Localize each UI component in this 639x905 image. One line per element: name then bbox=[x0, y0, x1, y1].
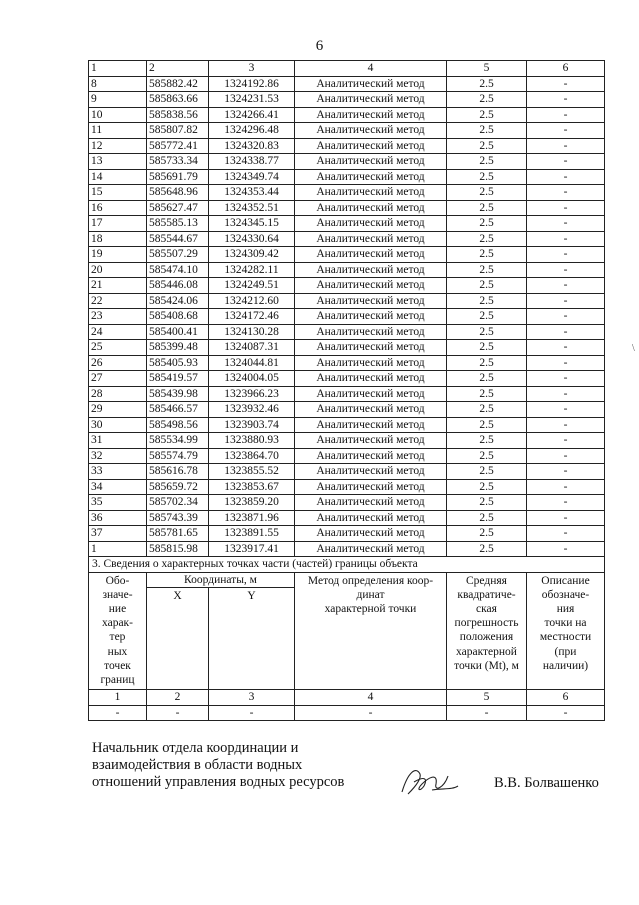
table-cell: 585733.34 bbox=[147, 154, 209, 170]
table-cell: Аналитический метод bbox=[295, 278, 447, 294]
signatory-position bbox=[92, 740, 344, 791]
table-cell: 2.5 bbox=[447, 138, 527, 154]
table-row bbox=[89, 107, 605, 123]
table-cell: - bbox=[209, 705, 295, 721]
header-line: Средняя bbox=[466, 574, 507, 587]
table-cell: 18 bbox=[89, 231, 147, 247]
table-cell: 2.5 bbox=[447, 448, 527, 464]
table-cell: - bbox=[447, 705, 527, 721]
table-cell: 21 bbox=[89, 278, 147, 294]
table-row bbox=[89, 185, 605, 201]
table-cell: 33 bbox=[89, 464, 147, 480]
table-cell: - bbox=[527, 526, 605, 542]
table-cell: - bbox=[527, 464, 605, 480]
table-row bbox=[89, 92, 605, 108]
table-cell: - bbox=[527, 169, 605, 185]
table-cell: 2.5 bbox=[447, 541, 527, 557]
handwritten-signature bbox=[398, 762, 462, 802]
section-header-row bbox=[89, 572, 605, 588]
table-row bbox=[89, 417, 605, 433]
table-cell: 1323932.46 bbox=[209, 402, 295, 418]
table-cell: - bbox=[527, 231, 605, 247]
table-cell: 6 bbox=[527, 61, 605, 77]
table-cell: 37 bbox=[89, 526, 147, 542]
column-number-row bbox=[89, 690, 605, 706]
table-row bbox=[89, 433, 605, 449]
table-cell: 14 bbox=[89, 169, 147, 185]
table-cell: Аналитический метод bbox=[295, 185, 447, 201]
header-line: (при bbox=[554, 645, 577, 658]
table-cell: 3 bbox=[209, 690, 295, 706]
table-cell: 1323880.93 bbox=[209, 433, 295, 449]
table-cell: - bbox=[527, 510, 605, 526]
table-cell: 2.5 bbox=[447, 340, 527, 356]
table-cell: 2.5 bbox=[447, 293, 527, 309]
table-cell: 1323917.41 bbox=[209, 541, 295, 557]
table-cell: 1 bbox=[89, 690, 147, 706]
table-cell: 1324352.51 bbox=[209, 200, 295, 216]
table-cell: 1323871.96 bbox=[209, 510, 295, 526]
table-cell: Аналитический метод bbox=[295, 324, 447, 340]
table-cell: 585585.13 bbox=[147, 216, 209, 232]
table-cell: Аналитический метод bbox=[295, 371, 447, 387]
signer-name: В.В. Болвашенко bbox=[494, 775, 599, 791]
table-row bbox=[89, 216, 605, 232]
table-cell: 2.5 bbox=[447, 464, 527, 480]
table-cell: 585815.98 bbox=[147, 541, 209, 557]
table-cell: Аналитический метод bbox=[295, 541, 447, 557]
table-cell: 585702.34 bbox=[147, 495, 209, 511]
table-cell: 1324192.86 bbox=[209, 76, 295, 92]
header-line: ных bbox=[107, 645, 128, 658]
table-cell: - bbox=[527, 355, 605, 371]
table-cell: 585534.99 bbox=[147, 433, 209, 449]
table-cell: 585838.56 bbox=[147, 107, 209, 123]
table-cell: 585400.41 bbox=[147, 324, 209, 340]
table-cell: 1324172.46 bbox=[209, 309, 295, 325]
table-cell: 1323966.23 bbox=[209, 386, 295, 402]
table-cell: 1324296.48 bbox=[209, 123, 295, 139]
table-cell: - bbox=[527, 123, 605, 139]
table-row bbox=[89, 371, 605, 387]
x-header: X bbox=[147, 588, 209, 690]
table-cell: - bbox=[527, 76, 605, 92]
table-cell: 585574.79 bbox=[147, 448, 209, 464]
table-cell: - bbox=[89, 705, 147, 721]
table-row bbox=[89, 386, 605, 402]
table-cell: 36 bbox=[89, 510, 147, 526]
table-cell: - bbox=[527, 92, 605, 108]
table-cell: 1324330.64 bbox=[209, 231, 295, 247]
header-line: местности bbox=[539, 631, 592, 644]
header-line: характерной bbox=[456, 645, 517, 658]
table-cell: Аналитический метод bbox=[295, 216, 447, 232]
table-cell: - bbox=[527, 479, 605, 495]
table-cell: - bbox=[147, 705, 209, 721]
table-cell: Аналитический метод bbox=[295, 231, 447, 247]
table-cell: - bbox=[527, 262, 605, 278]
table-row bbox=[89, 154, 605, 170]
table-cell: 585691.79 bbox=[147, 169, 209, 185]
table-cell: 4 bbox=[295, 690, 447, 706]
table-row bbox=[89, 464, 605, 480]
table-cell: 1324231.53 bbox=[209, 92, 295, 108]
table-cell: 1324087.31 bbox=[209, 340, 295, 356]
header-line: характерной точки bbox=[324, 602, 417, 615]
table-cell: 1324349.74 bbox=[209, 169, 295, 185]
table-cell: Аналитический метод bbox=[295, 107, 447, 123]
table-cell: Аналитический метод bbox=[295, 200, 447, 216]
table-cell: 34 bbox=[89, 479, 147, 495]
table-cell: 585627.47 bbox=[147, 200, 209, 216]
table-cell: 1324212.60 bbox=[209, 293, 295, 309]
table-cell: 2.5 bbox=[447, 355, 527, 371]
table-row bbox=[89, 510, 605, 526]
table-cell: - bbox=[527, 185, 605, 201]
table-row bbox=[89, 448, 605, 464]
table-cell: 23 bbox=[89, 309, 147, 325]
table-row bbox=[89, 293, 605, 309]
table-cell: - bbox=[527, 495, 605, 511]
table-cell: 585466.57 bbox=[147, 402, 209, 418]
table-cell: 1324338.77 bbox=[209, 154, 295, 170]
table-cell: 585544.67 bbox=[147, 231, 209, 247]
table-row bbox=[89, 402, 605, 418]
table-cell: 585807.82 bbox=[147, 123, 209, 139]
header-line: ния bbox=[556, 602, 575, 615]
table-cell: - bbox=[527, 417, 605, 433]
table-cell: 2 bbox=[147, 61, 209, 77]
table-cell: 1323864.70 bbox=[209, 448, 295, 464]
table-cell: 4 bbox=[295, 61, 447, 77]
description-header bbox=[527, 572, 605, 690]
table-cell: 1323855.52 bbox=[209, 464, 295, 480]
table-cell: 19 bbox=[89, 247, 147, 263]
table-cell: 2.5 bbox=[447, 185, 527, 201]
table-cell: Аналитический метод bbox=[295, 355, 447, 371]
table-cell: - bbox=[527, 216, 605, 232]
header-line: квадратиче- bbox=[457, 588, 516, 601]
table-cell: 31 bbox=[89, 433, 147, 449]
table-cell: 2.5 bbox=[447, 510, 527, 526]
table-cell: 585781.65 bbox=[147, 526, 209, 542]
table-cell: - bbox=[527, 433, 605, 449]
table-cell: 585743.39 bbox=[147, 510, 209, 526]
table-cell: - bbox=[527, 371, 605, 387]
table-row bbox=[89, 278, 605, 294]
table-cell: 32 bbox=[89, 448, 147, 464]
table-row bbox=[89, 340, 605, 356]
page-number: 6 bbox=[315, 38, 324, 54]
table-cell: - bbox=[527, 200, 605, 216]
table-cell: Аналитический метод bbox=[295, 92, 447, 108]
table-cell: 2.5 bbox=[447, 386, 527, 402]
table-cell: Аналитический метод bbox=[295, 309, 447, 325]
table-cell: 585659.72 bbox=[147, 479, 209, 495]
header-line: точек bbox=[104, 659, 131, 672]
designation-header bbox=[89, 572, 147, 690]
table-cell: Аналитический метод bbox=[295, 293, 447, 309]
table-cell: 2.5 bbox=[447, 324, 527, 340]
table-cell: 25 bbox=[89, 340, 147, 356]
table-cell: 30 bbox=[89, 417, 147, 433]
header-line: ская bbox=[476, 602, 497, 615]
table-cell: 20 bbox=[89, 262, 147, 278]
header-line: Метод определения коор- bbox=[307, 574, 434, 587]
footer-line: Начальник отдела координации и bbox=[92, 740, 299, 756]
table-cell: 2.5 bbox=[447, 371, 527, 387]
table-row bbox=[89, 526, 605, 542]
table-cell: 26 bbox=[89, 355, 147, 371]
header-line: динат bbox=[356, 588, 385, 601]
table-cell: Аналитический метод bbox=[295, 386, 447, 402]
table-cell: 2.5 bbox=[447, 200, 527, 216]
table-cell: 585424.06 bbox=[147, 293, 209, 309]
table-cell: 28 bbox=[89, 386, 147, 402]
table-cell: 585772.41 bbox=[147, 138, 209, 154]
header-line: Обо- bbox=[105, 574, 130, 587]
table-cell: 1324004.05 bbox=[209, 371, 295, 387]
header-line: ние bbox=[108, 602, 127, 615]
table-cell: 585498.56 bbox=[147, 417, 209, 433]
header-line: обозначе- bbox=[541, 588, 590, 601]
table-cell: - bbox=[527, 386, 605, 402]
table-cell: 2.5 bbox=[447, 92, 527, 108]
table-cell: Аналитический метод bbox=[295, 169, 447, 185]
table-cell: 585507.29 bbox=[147, 247, 209, 263]
table-cell: - bbox=[527, 309, 605, 325]
table-cell: 585419.57 bbox=[147, 371, 209, 387]
table-cell: 585399.48 bbox=[147, 340, 209, 356]
table-cell: 5 bbox=[447, 690, 527, 706]
table-row bbox=[89, 76, 605, 92]
table-cell: Аналитический метод bbox=[295, 247, 447, 263]
table-cell: 27 bbox=[89, 371, 147, 387]
table-cell: 29 bbox=[89, 402, 147, 418]
table-row bbox=[89, 231, 605, 247]
table-cell: 1323853.67 bbox=[209, 479, 295, 495]
table-row bbox=[89, 247, 605, 263]
table-cell: Аналитический метод bbox=[295, 340, 447, 356]
table-cell: 35 bbox=[89, 495, 147, 511]
table-cell: 2.5 bbox=[447, 495, 527, 511]
header-line: наличии) bbox=[542, 659, 589, 672]
header-line: точки на bbox=[544, 617, 587, 630]
table-cell: 2.5 bbox=[447, 154, 527, 170]
table-cell: - bbox=[527, 705, 605, 721]
table-cell: 585863.66 bbox=[147, 92, 209, 108]
table-cell: 585616.78 bbox=[147, 464, 209, 480]
table-row bbox=[89, 324, 605, 340]
footer-line: взаимодействия в области водных bbox=[92, 757, 303, 773]
table-cell: 8 bbox=[89, 76, 147, 92]
table-cell: 1324249.51 bbox=[209, 278, 295, 294]
table-cell: 2.5 bbox=[447, 278, 527, 294]
table-cell: 13 bbox=[89, 154, 147, 170]
table-cell: 22 bbox=[89, 293, 147, 309]
table-cell: - bbox=[527, 278, 605, 294]
table-cell: 1324309.42 bbox=[209, 247, 295, 263]
table-cell: Аналитический метод bbox=[295, 495, 447, 511]
table-cell: 2.5 bbox=[447, 216, 527, 232]
table-cell: - bbox=[527, 107, 605, 123]
table-cell: Аналитический метод bbox=[295, 510, 447, 526]
table-cell: 585474.10 bbox=[147, 262, 209, 278]
coordinates-header: Координаты, м bbox=[147, 572, 295, 588]
table-cell: 2.5 bbox=[447, 169, 527, 185]
table-cell: 1324282.11 bbox=[209, 262, 295, 278]
table-cell: 2.5 bbox=[447, 76, 527, 92]
table-cell: 9 bbox=[89, 92, 147, 108]
table-cell: 585405.93 bbox=[147, 355, 209, 371]
table-cell: 1 bbox=[89, 541, 147, 557]
table-row bbox=[89, 138, 605, 154]
table-cell: 10 bbox=[89, 107, 147, 123]
header-line: погрешность bbox=[454, 617, 519, 630]
table-cell: Аналитический метод bbox=[295, 262, 447, 278]
table-cell: 24 bbox=[89, 324, 147, 340]
section-title-row bbox=[89, 557, 605, 573]
table-cell: 2.5 bbox=[447, 402, 527, 418]
table-cell: 12 bbox=[89, 138, 147, 154]
table-cell: 5 bbox=[447, 61, 527, 77]
table-cell: Аналитический метод bbox=[295, 433, 447, 449]
table-cell: 1324353.44 bbox=[209, 185, 295, 201]
table-cell: 1324044.81 bbox=[209, 355, 295, 371]
table-cell: 1324266.41 bbox=[209, 107, 295, 123]
table-cell: 585648.96 bbox=[147, 185, 209, 201]
table-cell: Аналитический метод bbox=[295, 154, 447, 170]
table-cell: - bbox=[527, 324, 605, 340]
header-line: положения bbox=[459, 631, 514, 644]
table-cell: 585439.98 bbox=[147, 386, 209, 402]
table-cell: 6 bbox=[527, 690, 605, 706]
table-cell: - bbox=[527, 247, 605, 263]
table-cell: Аналитический метод bbox=[295, 479, 447, 495]
table-cell: - bbox=[527, 154, 605, 170]
table-cell: Аналитический метод bbox=[295, 417, 447, 433]
table-cell: - bbox=[527, 138, 605, 154]
table-cell: 2.5 bbox=[447, 479, 527, 495]
header-line: границ bbox=[100, 673, 135, 686]
table-cell: 2.5 bbox=[447, 107, 527, 123]
coordinates-table bbox=[88, 60, 605, 721]
header-line: значе- bbox=[102, 588, 133, 601]
table-cell: 2.5 bbox=[447, 309, 527, 325]
table-cell: 16 bbox=[89, 200, 147, 216]
footer-line: отношений управления водных ресурсов bbox=[92, 774, 345, 790]
table-cell: 585882.42 bbox=[147, 76, 209, 92]
header-line: харак- bbox=[102, 617, 133, 630]
table-cell: - bbox=[527, 340, 605, 356]
table-cell: 2.5 bbox=[447, 123, 527, 139]
table-cell: Аналитический метод bbox=[295, 402, 447, 418]
header-line: тер bbox=[109, 631, 126, 644]
table-cell: - bbox=[527, 293, 605, 309]
table-row bbox=[89, 309, 605, 325]
table-cell: 2.5 bbox=[447, 262, 527, 278]
table-cell: 1324320.83 bbox=[209, 138, 295, 154]
table-cell: 15 bbox=[89, 185, 147, 201]
table-cell: - bbox=[527, 448, 605, 464]
table-cell: 2.5 bbox=[447, 433, 527, 449]
table-cell: Аналитический метод bbox=[295, 138, 447, 154]
accuracy-header bbox=[447, 572, 527, 690]
table-cell: - bbox=[527, 541, 605, 557]
table-cell: 2.5 bbox=[447, 526, 527, 542]
table-cell: 2.5 bbox=[447, 247, 527, 263]
header-line: точки (Mt), м bbox=[454, 659, 519, 672]
table-cell: 2.5 bbox=[447, 417, 527, 433]
table-cell: 1323859.20 bbox=[209, 495, 295, 511]
table-row bbox=[89, 355, 605, 371]
table-row bbox=[89, 200, 605, 216]
table-cell: 1323891.55 bbox=[209, 526, 295, 542]
table-cell: 2 bbox=[147, 690, 209, 706]
table-row bbox=[89, 495, 605, 511]
table-row bbox=[89, 541, 605, 557]
table-row bbox=[89, 262, 605, 278]
table-cell: Аналитический метод bbox=[295, 464, 447, 480]
table-cell: 1323903.74 bbox=[209, 417, 295, 433]
table-cell: Аналитический метод bbox=[295, 76, 447, 92]
table-row bbox=[89, 123, 605, 139]
table-cell: 585408.68 bbox=[147, 309, 209, 325]
table-cell: 17 bbox=[89, 216, 147, 232]
method-header bbox=[295, 572, 447, 690]
table-row bbox=[89, 705, 605, 721]
table-cell: 1324130.28 bbox=[209, 324, 295, 340]
table-row bbox=[89, 169, 605, 185]
table-row bbox=[89, 479, 605, 495]
table-cell: 1 bbox=[89, 61, 147, 77]
table-cell: 1324345.15 bbox=[209, 216, 295, 232]
header-line: Описание bbox=[541, 574, 590, 587]
table-cell: 585446.08 bbox=[147, 278, 209, 294]
table-cell: 2.5 bbox=[447, 231, 527, 247]
table-cell: 3 bbox=[209, 61, 295, 77]
y-header: Y bbox=[209, 588, 295, 690]
table-cell: 11 bbox=[89, 123, 147, 139]
table-cell: - bbox=[527, 402, 605, 418]
stray-mark: \ bbox=[632, 343, 635, 354]
section-title: 3. Сведения о характерных точках части (частей) границы объекта bbox=[89, 557, 605, 573]
table-cell: - bbox=[295, 705, 447, 721]
table-cell: Аналитический метод bbox=[295, 448, 447, 464]
column-number-row bbox=[89, 61, 605, 77]
table-cell: Аналитический метод bbox=[295, 526, 447, 542]
table-cell: Аналитический метод bbox=[295, 123, 447, 139]
